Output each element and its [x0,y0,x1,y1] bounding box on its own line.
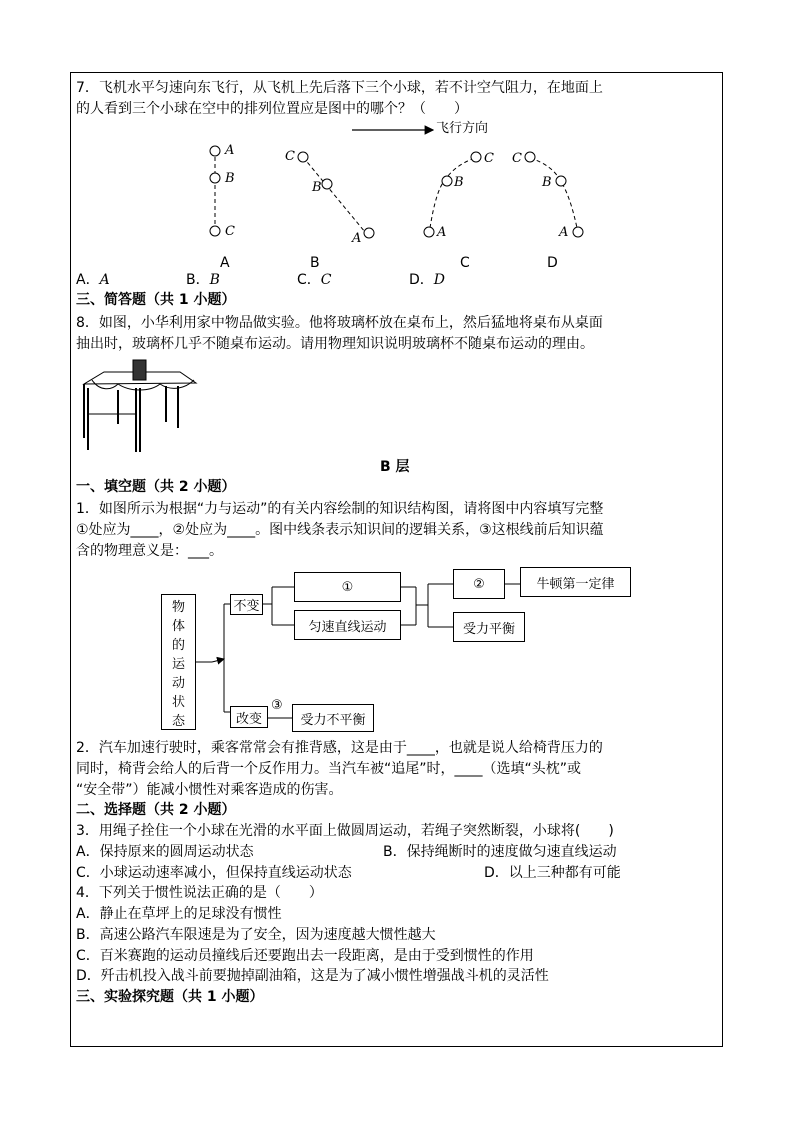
kmap-root-char: 状 [171,694,185,710]
kmap-unchanged-box: 不变 [230,594,263,615]
diagram-caption-d: D [547,255,558,271]
table-illustration [84,360,196,452]
kmap-uniform-motion-box: 匀速直线运动 [294,610,401,640]
diagram-a-ball-b [210,173,220,183]
section-heading-experiment: 三、实验探究题（共 1 小题） [76,989,264,1005]
diagram-b-ball-c [298,152,308,162]
kmap-blank-2-box: ② [453,569,505,599]
diagram-c-label-b: B [454,175,464,190]
layer-b-title: B 层 [380,459,410,475]
diagram-c-ball-a [424,227,434,237]
b2-line3: “安全带”）能减小惯性对乘客造成的伤害。 [76,782,343,798]
b3-option-b: B．保持绳断时的速度做匀速直线运动 [383,844,617,860]
diagram-b-ball-a [364,228,374,238]
diagram-c-ball-c [471,152,481,162]
b4-option-d: D．歼击机投入战斗前要抛掉副油箱，这是为了减小惯性增强战斗机的灵活性 [76,968,549,984]
diagram-a-ball-a [210,146,220,156]
diagram-caption-b: B [310,255,320,271]
diagram-b-ball-b [322,179,332,189]
b4-option-a: A．静止在草坪上的足球没有惯性 [76,906,282,922]
diagram-d-label-a: A [559,225,569,240]
diagram-d-ball-b [556,176,566,186]
diagram-a-label-a: A [225,143,235,158]
section-heading-short-answer: 三、简答题（共 1 小题） [76,292,236,308]
diagram-c-label-a: A [437,225,447,240]
b2-line1: 2．汽车加速行驶时，乘客常常会有推背感，这是由于____，也就是说人给椅背压力的 [76,740,603,756]
diagram-b-label-a: A [352,231,362,246]
b1-line3: 含的物理意义是：___。 [76,543,223,559]
flight-direction-label: 飞行方向 [436,121,489,136]
kmap-newton-first-law-box: 牛顿第一定律 [520,567,631,597]
b1-line1: 1．如图所示为根据“力与运动”的有关内容绘制的知识结构图，请将图中内容填写完整 [76,501,604,517]
diagram-d-curve [530,158,577,228]
kmap-blank-1-box: ① [294,572,401,602]
b4-option-c: C．百米赛跑的运动员撞线后还要跑出去一段距离，是由于受到惯性的作用 [76,948,534,964]
kmap-root-char: 动 [171,675,185,691]
kmap-circle-3-label: ③ [271,698,283,713]
q7-option-d: D．D [409,272,446,288]
q7-option-a: A．A [76,272,110,288]
diagram-d-label-b: B [542,175,552,190]
q7-option-c: C．C [297,272,332,288]
kmap-changed-box: 改变 [230,706,268,728]
diagram-a-label-b: B [225,171,235,186]
diagram-a-ball-c [210,226,220,236]
diagram-c-label-c: C [484,151,494,166]
kmap-root-char: 物 [171,599,185,615]
diagram-d-ball-c [525,152,535,162]
q7-line2: 的人看到三个小球在空中的排列位置应是图中的哪个？（ ） [76,101,468,117]
diagram-c-ball-b [442,176,452,186]
diagram-b-label-c: C [285,149,295,164]
b2-line2: 同时，椅背会给人的后背一个反作用力。当汽车被“追尾”时，____（选填“头枕”或 [76,761,582,777]
diagram-c-curve [430,158,475,228]
kmap-root-box [161,594,196,730]
b3-stem: 3．用绳子拴住一个小球在光滑的水平面上做圆周运动，若绳子突然断裂，小球将( ) [76,823,614,839]
q8-line2: 抽出时，玻璃杯几乎不随桌布运动。请用物理知识说明玻璃杯不随桌布运动的理由。 [76,336,594,352]
section-heading-choice: 二、选择题（共 2 小题） [76,802,236,818]
diagram-a-label-c: C [225,224,235,239]
b1-line2: ①处应为____，②处应为____。图中线条表示知识间的逻辑关系，③这根线前后知识蕴 [76,522,604,538]
kmap-balanced-box: 受力平衡 [453,612,525,642]
q7-line1: 7．飞机水平匀速向东飞行，从飞机上先后落下三个小球，若不计空气阻力，在地面上 [76,80,603,96]
kmap-root-char: 的 [171,637,185,653]
b4-option-b: B．高速公路汽车限速是为了安全，因为速度越大惯性越大 [76,927,436,943]
diagram-d-ball-a [573,227,583,237]
glass-cup [133,360,146,380]
b3-option-d: D．以上三种都有可能 [484,865,621,881]
q7-option-b: B．B [186,272,220,288]
kmap-root-char: 体 [171,618,185,634]
diagram-caption-a: A [220,255,230,271]
b4-stem: 4．下列关于惯性说法正确的是（ ） [76,885,323,901]
diagram-b-label-b: B [312,180,322,195]
kmap-root-char: 运 [171,656,185,672]
diagram-d-label-c: C [512,151,522,166]
diagram-caption-c: C [460,255,470,271]
q8-line1: 8．如图，小华利用家中物品做实验。他将玻璃杯放在桌布上，然后猛地将桌布从桌面 [76,315,603,331]
b3-option-c: C．小球运动速率减小，但保持直线运动状态 [76,865,352,881]
kmap-unbalanced-box: 受力不平衡 [292,704,374,732]
section-heading-fill-in: 一、填空题（共 2 小题） [76,479,236,495]
b3-option-a: A．保持原来的圆周运动状态 [76,844,254,860]
kmap-root-char: 态 [171,713,185,729]
